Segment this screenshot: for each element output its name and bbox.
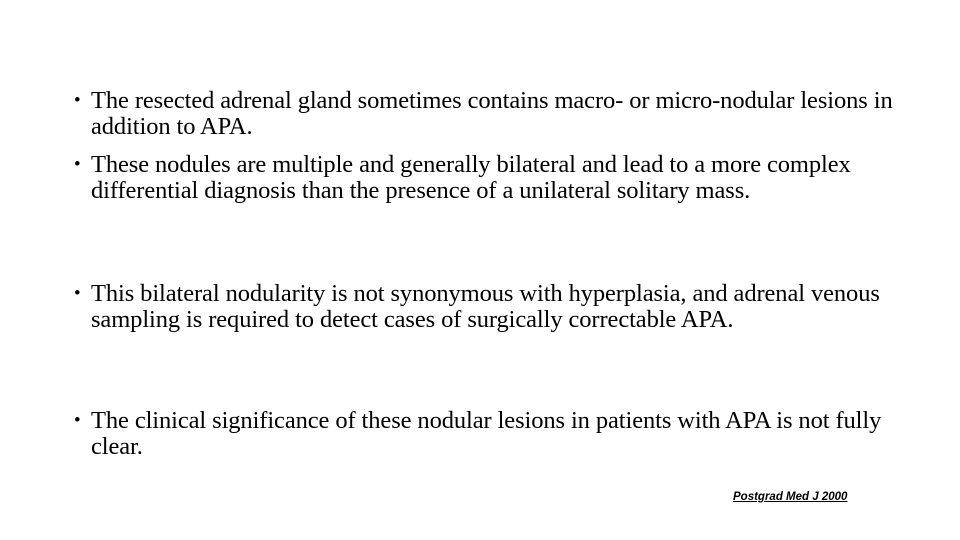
bullet-marker: • bbox=[74, 154, 81, 175]
bullet-text: The clinical significance of these nodular lesions in patients with APA is not fully clear. bbox=[91, 407, 882, 460]
bullet-marker: • bbox=[74, 410, 81, 431]
bullet-item bbox=[74, 152, 894, 204]
bullet-item bbox=[74, 281, 894, 333]
bullet-text: These nodules are multiple and generally bilateral and lead to a more complex differential diagnosis than the presence of a unilateral solitary mass. bbox=[91, 151, 851, 204]
bullet-text: This bilateral nodularity is not synonymous with hyperplasia, and adrenal venous sampling is required to detect cases of surgically correctable APA. bbox=[91, 280, 880, 333]
bullet-item bbox=[74, 408, 894, 460]
citation-reference: Postgrad Med J 2000 bbox=[733, 491, 848, 503]
bullet-marker: • bbox=[74, 90, 81, 111]
bullet-marker: • bbox=[74, 283, 81, 304]
bullet-text: The resected adrenal gland sometimes contains macro- or micro-nodular lesions in addition to APA. bbox=[91, 87, 893, 140]
bullet-item bbox=[74, 88, 894, 140]
